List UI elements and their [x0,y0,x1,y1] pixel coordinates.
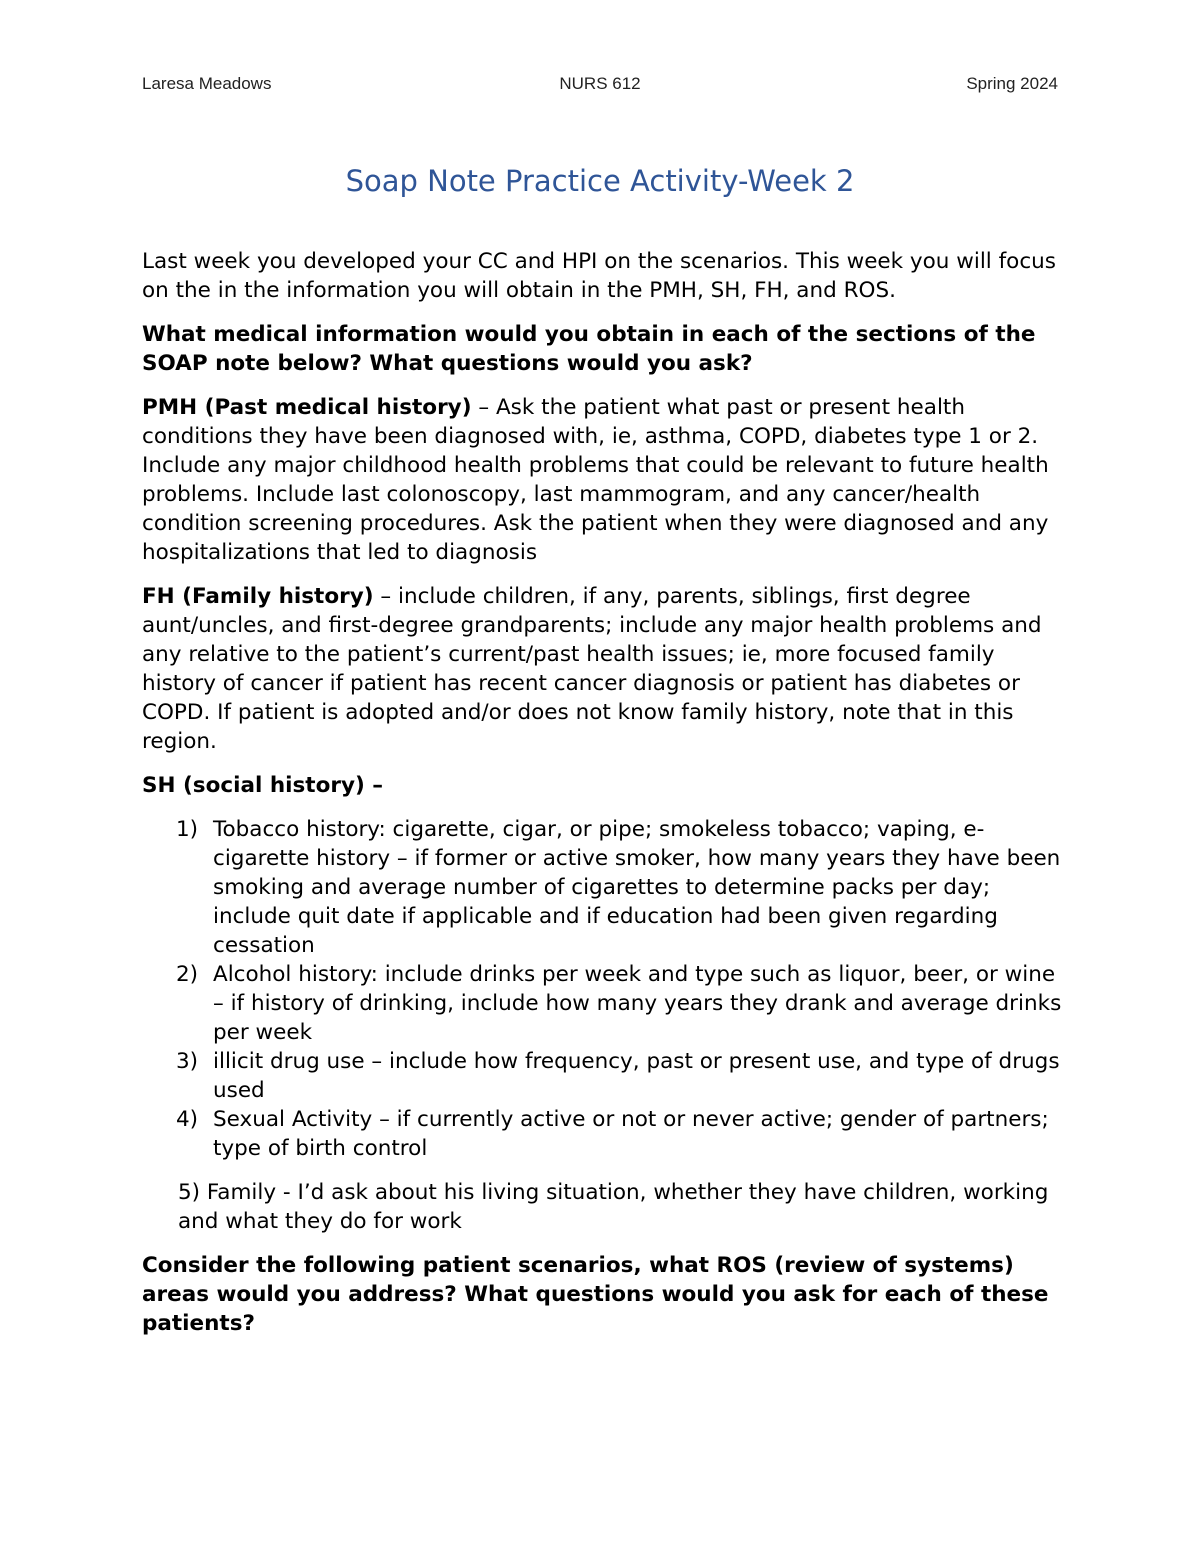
pmh-paragraph [142,393,1067,567]
intro-paragraph: Last week you developed your CC and HPI on the scenarios. This week you will focus on the in the information you will obtain in the PMH, SH, FH, and ROS. [142,249,1056,303]
sh-label: SH (social history) – [142,773,384,798]
document-body [142,247,1067,1353]
question-sections: What medical information would you obtain in each of the sections of the SOAP note below? What questions would you ask? [142,322,1036,376]
document-title: Soap Note Practice Activity-Week 2 [345,164,855,198]
header-author: Laresa Meadows [142,74,272,93]
header-course: NURS 612 [559,74,641,93]
list-item-number: 3) [176,1049,199,1074]
question-ros: Consider the following patient scenarios, what ROS (review of systems) areas would you address? What questions would you ask for each of these patients? [142,1253,1049,1336]
list-item-text: Alcohol history: include drinks per week and type such as liquor, beer, or wine – if history of drinking, include how many years they drank and average drinks per week [213,962,1062,1045]
list-item-number: 2) [176,962,199,987]
list-item-text: Sexual Activity – if currently active or not or never active; gender of partners; type of birth control [213,1107,1049,1161]
list-item [142,815,1067,960]
family-item: 5) Family - I’d ask about his living situation, whether they have children, working and what they do for work [178,1180,1049,1234]
list-item [142,960,1067,1047]
fh-text: – include children, if any, parents, siblings, first degree aunt/uncles, and first-degree grandparents; include any major health problems and any relative to the patient’s current/past health issues; ie, more focused family history of cancer if patient has recent cancer diagnosis or patient has diabetes or COPD. If patient is adopted and/or does not know family history, note that in this region. [142,584,1042,754]
list-item-number: 4) [176,1107,199,1132]
pmh-label: PMH (Past medical history) [142,395,472,420]
list-item-text: illicit drug use – include how frequency, past or present use, and type of drugs used [213,1049,1060,1103]
list-item-text: Tobacco history: cigarette, cigar, or pipe; smokeless tobacco; vaping, e-cigarette history – if former or active smoker, how many years they have been smoking and average number of cigarettes to determine packs per day; include quit date if applicable and if education had been given regarding cessation [213,817,1061,958]
list-item-number: 1) [176,817,199,842]
sh-list [142,815,1067,1163]
pmh-text: – Ask the patient what past or present health conditions they have been diagnosed with, ie, asthma, COPD, diabetes type 1 or 2. Include any major childhood health problems that could be relevant to future health problems. Include last colonoscopy, last mammogram, and any cancer/health condition screening procedures. Ask the patient when they were diagnosed and any hospitalizations that led to diagnosis [142,395,1049,565]
page-header [142,74,1058,98]
fh-label: FH (Family history) [142,584,374,609]
list-item [142,1047,1067,1105]
list-item [142,1105,1067,1163]
fh-paragraph [142,582,1067,756]
header-term: Spring 2024 [966,74,1058,93]
